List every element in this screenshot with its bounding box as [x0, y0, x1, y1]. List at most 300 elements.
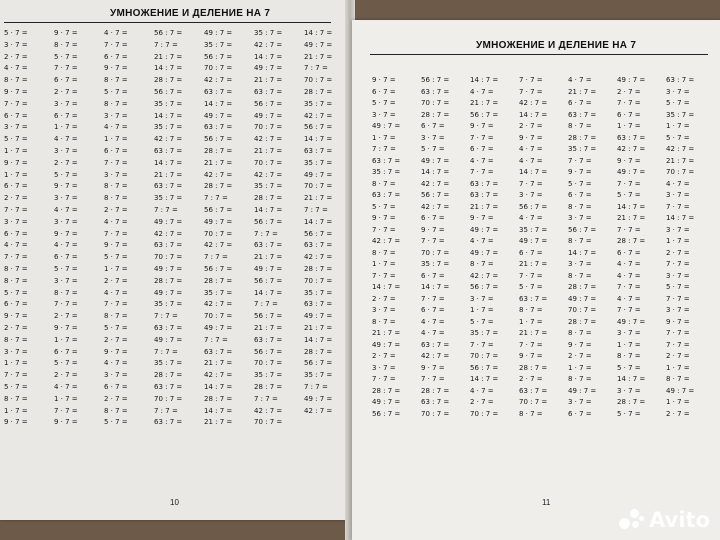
exercise: 35 : 7 =: [154, 300, 183, 309]
exercise: 35 : 7 =: [519, 225, 548, 234]
exercise: 2 · 7 =: [4, 52, 28, 61]
exercise: 70 : 7 =: [154, 394, 183, 403]
exercise: 6 · 7 =: [568, 409, 592, 418]
exercise: 21 : 7 =: [254, 323, 283, 332]
exercise: 63 : 7 =: [154, 182, 183, 191]
exercise: 28 : 7 =: [421, 386, 450, 395]
exercise: 1 · 7 =: [519, 317, 543, 326]
exercise: 3 · 7 =: [666, 191, 690, 199]
exercise: 70 : 7 =: [254, 418, 283, 427]
exercise: 9 · 7 =: [54, 323, 78, 332]
exercise: 63 : 7 =: [470, 191, 499, 199]
exercise: 6 · 7 =: [568, 191, 592, 199]
exercise: 49 : 7 =: [204, 111, 233, 120]
exercise: 35 : 7 =: [154, 359, 183, 368]
exercise: 7 · 7 =: [666, 202, 690, 211]
exercise: 3 · 7 =: [617, 386, 641, 395]
exercise: 7 · 7 =: [104, 40, 128, 49]
exercise-column: [519, 75, 568, 420]
exercise: 6 · 7 =: [470, 145, 494, 153]
exercise: 28 : 7 =: [519, 363, 548, 372]
exercise: 56 : 7 =: [304, 359, 333, 368]
exercise: 49 : 7 =: [470, 225, 499, 234]
exercise: 9 · 7 =: [470, 122, 494, 130]
exercise: 5 · 7 =: [666, 99, 690, 107]
exercise: 70 : 7 =: [304, 182, 333, 191]
exercise: 3 · 7 =: [666, 306, 690, 314]
exercise: 8 · 7 =: [568, 122, 592, 130]
exercise: 42 : 7 =: [204, 241, 233, 250]
exercise: 7 · 7 =: [617, 306, 641, 314]
exercise: 9 · 7 =: [617, 156, 641, 165]
exercise: 7 · 7 =: [617, 225, 641, 234]
exercise: 49 : 7 =: [617, 76, 646, 84]
exercise: 9 · 7 =: [470, 214, 494, 222]
exercise: 35 : 7 =: [304, 99, 333, 108]
exercise: 7 · 7 =: [372, 271, 396, 280]
exercise: 7 · 7 =: [666, 329, 690, 337]
exercise: 3 · 7 =: [104, 170, 128, 179]
exercise: 35 : 7 =: [304, 371, 333, 380]
exercise: 3 · 7 =: [617, 329, 641, 337]
exercise: 63 : 7 =: [519, 294, 548, 303]
exercise: 5 · 7 =: [470, 317, 494, 326]
exercise: 35 : 7 =: [204, 288, 233, 297]
exercise: 70 : 7 =: [470, 409, 499, 418]
exercise: 70 : 7 =: [204, 64, 233, 73]
exercise: 70 : 7 =: [421, 409, 450, 418]
exercise: 5 · 7 =: [617, 363, 641, 372]
exercise: 1 · 7 =: [4, 146, 28, 155]
exercise: 6 · 7 =: [617, 248, 641, 257]
exercise: 56 : 7 =: [204, 205, 233, 214]
exercise: 56 : 7 =: [470, 363, 499, 372]
exercise: 3 · 7 =: [104, 371, 128, 380]
exercise: 56 : 7 =: [204, 52, 233, 61]
exercise: 70 : 7 =: [421, 99, 450, 107]
exercise: 2 · 7 =: [519, 375, 543, 383]
exercise: 5 · 7 =: [54, 359, 78, 368]
exercise: 14 : 7 =: [470, 76, 499, 84]
exercise: 2 · 7 =: [372, 294, 396, 303]
avito-logo-icon: [619, 509, 645, 531]
exercise: 21 : 7 =: [204, 418, 233, 427]
exercise: 28 : 7 =: [304, 87, 333, 96]
exercise: 35 : 7 =: [254, 371, 283, 380]
exercise: 49 : 7 =: [304, 170, 333, 179]
exercise: 5 · 7 =: [104, 418, 128, 427]
exercise: 7 · 7 =: [666, 294, 690, 303]
exercise: 14 : 7 =: [568, 248, 597, 257]
exercise: 1 · 7 =: [54, 335, 78, 344]
exercise: 9 · 7 =: [568, 340, 592, 349]
exercise: 4 · 7 =: [104, 217, 128, 226]
exercise: 6 · 7 =: [421, 306, 445, 314]
exercise: 56 : 7 =: [204, 264, 233, 273]
exercise: 2 · 7 =: [4, 194, 28, 203]
exercise: 63 : 7 =: [254, 335, 283, 344]
exercise: 42 : 7 =: [421, 352, 450, 360]
exercise: 7 : 7 =: [304, 64, 328, 73]
exercise: 56 : 7 =: [254, 99, 283, 108]
exercise: 1 · 7 =: [372, 133, 396, 142]
exercise: 42 : 7 =: [254, 406, 283, 415]
exercise: 3 · 7 =: [4, 40, 28, 49]
exercise: 2 · 7 =: [666, 352, 690, 360]
exercise: 5 · 7 =: [666, 283, 690, 291]
exercise: 6 · 7 =: [104, 382, 128, 391]
exercise: 7 : 7 =: [204, 253, 228, 262]
exercise: 49 : 7 =: [421, 156, 450, 165]
exercise: 14 : 7 =: [421, 168, 450, 176]
exercise: 1 · 7 =: [666, 122, 690, 130]
exercise: 7 : 7 =: [204, 194, 228, 203]
exercise: 49 : 7 =: [204, 29, 233, 37]
exercise: 1 · 7 =: [4, 359, 28, 368]
exercise: 7 : 7 =: [372, 145, 396, 153]
exercise: 7 · 7 =: [372, 225, 396, 234]
exercise: 21 : 7 =: [254, 146, 283, 155]
exercise: 3 · 7 =: [421, 133, 445, 142]
exercise: 5 · 7 =: [568, 179, 592, 188]
exercise: 14 : 7 =: [204, 406, 233, 415]
exercise: 1 · 7 =: [666, 398, 690, 406]
exercise: 56 : 7 =: [421, 191, 450, 199]
exercise: 21 : 7 =: [372, 329, 401, 337]
exercise: 42 : 7 =: [617, 145, 646, 153]
exercise: 9 · 7 =: [104, 64, 128, 73]
exercise: 21 : 7 =: [154, 170, 183, 179]
exercise: 2 · 7 =: [104, 335, 128, 344]
exercise: 8 · 7 =: [372, 248, 396, 257]
exercise: 21 : 7 =: [470, 202, 499, 211]
exercise: 14 : 7 =: [254, 288, 283, 297]
exercise: 3 · 7 =: [372, 110, 396, 119]
exercise-grid: [372, 75, 715, 420]
exercise: 2 · 7 =: [104, 205, 128, 214]
exercise: 4 · 7 =: [568, 76, 592, 84]
page-number: 11: [542, 498, 551, 507]
exercise: 8 · 7 =: [54, 288, 78, 297]
exercise: 3 · 7 =: [4, 123, 28, 132]
exercise: 63 : 7 =: [421, 87, 450, 96]
exercise: 63 : 7 =: [254, 87, 283, 96]
exercise-column: [421, 75, 470, 420]
exercise: 3 · 7 =: [519, 191, 543, 199]
exercise: 7 · 7 =: [617, 283, 641, 291]
exercise: 3 · 7 =: [666, 225, 690, 234]
exercise: 42 : 7 =: [519, 99, 548, 107]
exercise: 70 : 7 =: [204, 312, 233, 321]
exercise: 7 · 7 =: [104, 300, 128, 309]
exercise: 8 · 7 =: [519, 409, 543, 418]
exercise: 63 : 7 =: [204, 87, 233, 96]
exercise: 5 · 7 =: [372, 202, 396, 211]
exercise: 2 · 7 =: [617, 87, 641, 96]
exercise: 7 · 7 =: [519, 179, 543, 188]
exercise: 8 · 7 =: [568, 237, 592, 245]
exercise: 42 : 7 =: [421, 202, 450, 211]
page-title: УМНОЖЕНИЕ И ДЕЛЕНИЕ НА 7: [110, 8, 271, 19]
exercise: 42 : 7 =: [254, 40, 283, 49]
exercise: 8 · 7 =: [104, 194, 128, 203]
exercise: 7 : 7 =: [154, 347, 178, 356]
exercise: 28 : 7 =: [372, 386, 401, 395]
exercise: 5 · 7 =: [104, 87, 128, 96]
exercise: 3 · 7 =: [666, 271, 690, 280]
exercise: 70 : 7 =: [254, 158, 283, 167]
exercise: 5 · 7 =: [617, 191, 641, 199]
exercise: 21 : 7 =: [666, 156, 695, 165]
exercise: 6 · 7 =: [4, 182, 28, 191]
exercise: 42 : 7 =: [154, 229, 183, 238]
exercise: 9 · 7 =: [4, 312, 28, 321]
exercise: 3 · 7 =: [4, 347, 28, 356]
page-number: 10: [170, 498, 179, 507]
exercise-column: [154, 28, 204, 429]
exercise: 2 · 7 =: [666, 248, 690, 257]
exercise: 28 : 7 =: [204, 146, 233, 155]
exercise: 70 : 7 =: [204, 229, 233, 238]
exercise: 28 : 7 =: [617, 398, 646, 406]
exercise: 7 · 7 =: [54, 300, 78, 309]
exercise-column: [617, 75, 666, 420]
exercise: 6 · 7 =: [54, 253, 78, 262]
exercise: 49 : 7 =: [568, 386, 597, 395]
exercise: 21 : 7 =: [204, 158, 233, 167]
exercise: 70 : 7 =: [304, 276, 333, 285]
exercise: 4 · 7 =: [54, 382, 78, 391]
exercise: 49 : 7 =: [372, 398, 401, 406]
exercise: 63 : 7 =: [154, 323, 183, 332]
exercise: 14 : 7 =: [519, 110, 548, 119]
exercise: 21 : 7 =: [304, 52, 333, 61]
exercise: 56 : 7 =: [304, 123, 333, 132]
exercise: 4 · 7 =: [104, 288, 128, 297]
exercise: 56 : 7 =: [254, 217, 283, 226]
exercise: 49 : 7 =: [254, 64, 283, 73]
exercise: 14 : 7 =: [154, 158, 183, 167]
exercise: 49 : 7 =: [204, 323, 233, 332]
right-page: [352, 20, 720, 540]
exercise: 63 : 7 =: [154, 146, 183, 155]
exercise: 63 : 7 =: [470, 179, 499, 188]
exercise: 49 : 7 =: [372, 340, 401, 349]
exercise: 35 : 7 =: [154, 99, 183, 108]
exercise: 3 · 7 =: [54, 217, 78, 226]
exercise: 7 : 7 =: [304, 382, 328, 391]
exercise: 63 : 7 =: [617, 133, 646, 142]
exercise: 49 : 7 =: [304, 312, 333, 321]
exercise: 8 · 7 =: [568, 329, 592, 337]
exercise: 63 : 7 =: [204, 347, 233, 356]
exercise: 7 · 7 =: [4, 99, 28, 108]
exercise: 1 · 7 =: [568, 363, 592, 372]
exercise: 21 : 7 =: [204, 359, 233, 368]
exercise: 1 · 7 =: [617, 340, 641, 349]
exercise: 4 · 7 =: [519, 156, 543, 165]
exercise: 5 · 7 =: [104, 323, 128, 332]
exercise: 6 · 7 =: [421, 271, 445, 280]
exercise: 4 · 7 =: [4, 241, 28, 250]
exercise: 8 · 7 =: [4, 394, 28, 403]
exercise: 42 : 7 =: [254, 170, 283, 179]
exercise: 9 · 7 =: [421, 225, 445, 234]
exercise: 9 · 7 =: [4, 87, 28, 96]
exercise: 4 · 7 =: [104, 29, 128, 37]
exercise: 63 : 7 =: [154, 382, 183, 391]
exercise-column: [372, 75, 421, 420]
exercise: 63 : 7 =: [304, 146, 333, 155]
exercise: 4 · 7 =: [666, 179, 690, 188]
exercise: 5 · 7 =: [617, 409, 641, 418]
exercise: 6 · 7 =: [54, 111, 78, 120]
exercise: 63 : 7 =: [568, 110, 597, 119]
exercise: 49 : 7 =: [666, 386, 695, 395]
exercise: 2 · 7 =: [54, 87, 78, 96]
exercise: 14 : 7 =: [304, 335, 333, 344]
exercise: 8 · 7 =: [104, 76, 128, 85]
exercise: 63 : 7 =: [154, 418, 183, 427]
exercise: 42 : 7 =: [304, 406, 333, 415]
exercise: 8 · 7 =: [104, 312, 128, 321]
exercise: 14 : 7 =: [304, 217, 333, 226]
exercise: 3 · 7 =: [54, 194, 78, 203]
exercise: 7 · 7 =: [470, 133, 494, 142]
exercise: 35 : 7 =: [154, 194, 183, 203]
exercise: 42 : 7 =: [372, 237, 401, 245]
exercise: 8 · 7 =: [372, 179, 396, 188]
exercise: 2 · 7 =: [54, 371, 78, 380]
exercise: 8 · 7 =: [4, 335, 28, 344]
exercise: 7 : 7 =: [154, 406, 178, 415]
exercise: 49 : 7 =: [254, 264, 283, 273]
exercise: 56 : 7 =: [372, 409, 401, 418]
exercise: 8 · 7 =: [4, 276, 28, 285]
exercise: 21 : 7 =: [470, 99, 499, 107]
exercise: 4 · 7 =: [617, 271, 641, 280]
exercise: 4 · 7 =: [421, 329, 445, 337]
exercise: 63 : 7 =: [204, 123, 233, 132]
exercise: 28 : 7 =: [617, 237, 646, 245]
exercise: 7 · 7 =: [421, 375, 445, 383]
exercise-column: [204, 28, 254, 429]
exercise: 28 : 7 =: [304, 347, 333, 356]
exercise: 3 · 7 =: [470, 294, 494, 303]
exercise: 42 : 7 =: [204, 76, 233, 85]
exercise: 63 : 7 =: [154, 241, 183, 250]
exercise: 4 · 7 =: [470, 386, 494, 395]
exercise: 4 · 7 =: [470, 87, 494, 96]
exercise: 6 · 7 =: [4, 229, 28, 238]
exercise: 28 : 7 =: [204, 182, 233, 191]
exercise: 49 : 7 =: [154, 288, 183, 297]
exercise: 2 · 7 =: [372, 352, 396, 360]
exercise: 14 : 7 =: [519, 168, 548, 176]
exercise: 42 : 7 =: [154, 135, 183, 144]
exercise: 21 : 7 =: [254, 253, 283, 262]
exercise: 70 : 7 =: [254, 359, 283, 368]
exercise: 42 : 7 =: [304, 111, 333, 120]
exercise: 42 : 7 =: [204, 170, 233, 179]
exercise: 9 · 7 =: [54, 182, 78, 191]
exercise: 3 · 7 =: [568, 398, 592, 406]
exercise: 28 : 7 =: [154, 76, 183, 85]
exercise-column: [304, 28, 349, 429]
exercise: 14 : 7 =: [304, 29, 333, 37]
exercise: 3 · 7 =: [104, 111, 128, 120]
exercise: 14 : 7 =: [617, 375, 646, 383]
exercise: 7 : 7 =: [154, 312, 178, 321]
exercise: 35 : 7 =: [254, 29, 283, 37]
exercise: 56 : 7 =: [254, 312, 283, 321]
exercise: 14 : 7 =: [254, 205, 283, 214]
exercise: 42 : 7 =: [254, 135, 283, 144]
exercise: 42 : 7 =: [666, 145, 695, 153]
exercise: 6 · 7 =: [104, 146, 128, 155]
exercise: 42 : 7 =: [204, 371, 233, 380]
exercise: 63 : 7 =: [304, 300, 333, 309]
exercise: 3 · 7 =: [54, 99, 78, 108]
exercise: 7 : 7 =: [254, 394, 278, 403]
exercise-column: [666, 75, 715, 420]
exercise: 3 · 7 =: [54, 276, 78, 285]
exercise: 49 : 7 =: [204, 217, 233, 226]
exercise: 9 · 7 =: [104, 241, 128, 250]
exercise: 35 : 7 =: [304, 158, 333, 167]
exercise: 3 · 7 =: [568, 214, 592, 222]
exercise: 35 : 7 =: [254, 182, 283, 191]
exercise: 56 : 7 =: [470, 283, 499, 291]
exercise: 21 : 7 =: [304, 323, 333, 332]
exercise: 7 · 7 =: [104, 158, 128, 167]
exercise: 35 : 7 =: [154, 123, 183, 132]
exercise: 4 · 7 =: [104, 123, 128, 132]
exercise: 7 · 7 =: [372, 375, 396, 383]
exercise: 14 : 7 =: [617, 202, 646, 211]
exercise: 4 · 7 =: [54, 205, 78, 214]
exercise: 4 · 7 =: [470, 237, 494, 245]
exercise: 6 · 7 =: [104, 52, 128, 61]
exercise: 49 : 7 =: [254, 111, 283, 120]
exercise: 7 : 7 =: [154, 205, 178, 214]
exercise: 7 : 7 =: [254, 229, 278, 238]
exercise: 70 : 7 =: [519, 398, 548, 406]
exercise: 1 · 7 =: [4, 170, 28, 179]
exercise: 9 · 7 =: [421, 363, 445, 372]
exercise: 49 : 7 =: [372, 122, 401, 130]
exercise: 14 : 7 =: [372, 283, 401, 291]
exercise: 3 · 7 =: [372, 363, 396, 372]
exercise: 7 · 7 =: [666, 340, 690, 349]
exercise: 63 : 7 =: [372, 191, 401, 199]
exercise: 49 : 7 =: [304, 40, 333, 49]
exercise-column: [470, 75, 519, 420]
exercise-column: [104, 28, 154, 429]
exercise: 42 : 7 =: [204, 300, 233, 309]
exercise: 28 : 7 =: [204, 276, 233, 285]
exercise: 21 : 7 =: [304, 194, 333, 203]
exercise: 35 : 7 =: [421, 260, 450, 268]
exercise: 8 · 7 =: [372, 317, 396, 326]
exercise: 5 · 7 =: [4, 288, 28, 297]
title-rule: [4, 22, 331, 23]
exercise: 14 : 7 =: [666, 214, 695, 222]
avito-watermark: [619, 508, 710, 532]
exercise: 7 : 7 =: [254, 300, 278, 309]
exercise: 3 · 7 =: [54, 146, 78, 155]
exercise: 9 · 7 =: [104, 347, 128, 356]
